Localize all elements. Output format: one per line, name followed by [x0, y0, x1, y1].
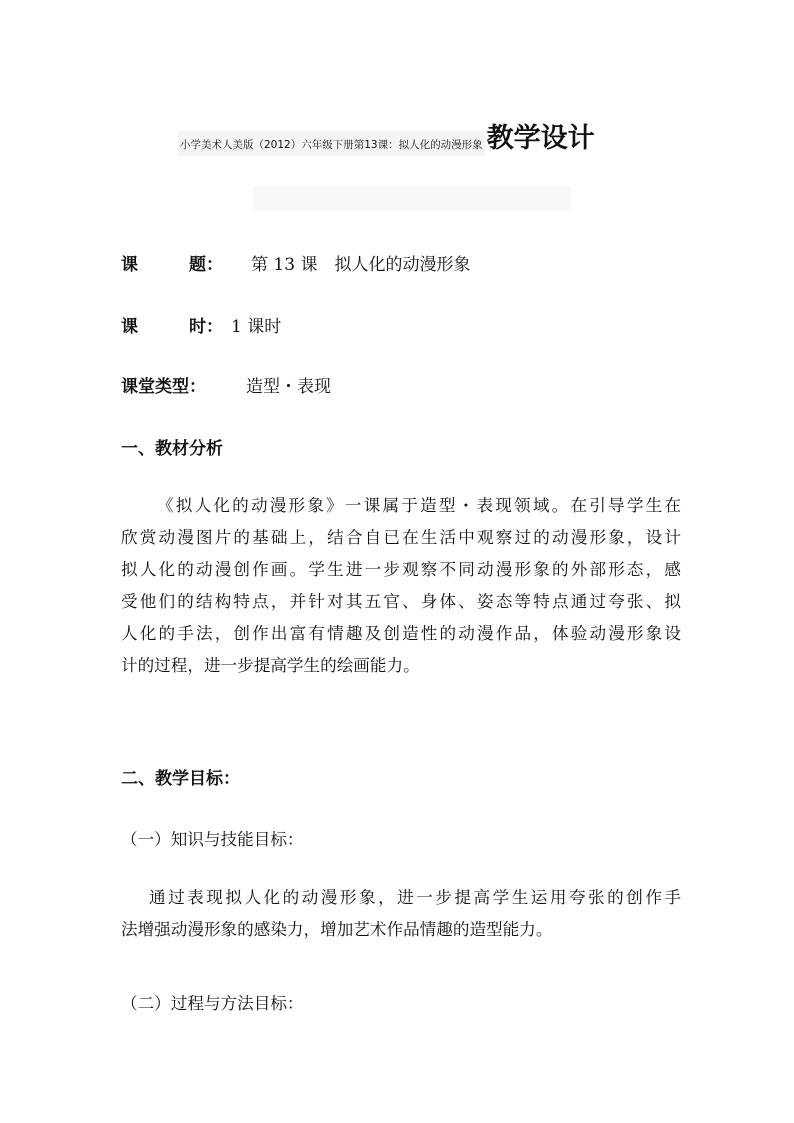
paragraph-line: 受他们的结构特点，并针对其五官、身体、姿态等特点通过夸张、拟 [121, 592, 681, 611]
paragraph-line: 法增强动漫形象的感染力，增加艺术作品情趣的造型能力。 [121, 920, 553, 939]
paragraph-line: 欣赏动漫图片的基础上，结合自已在生活中观察过的动漫形象，设计 [121, 528, 681, 547]
title-course-info: 小学美术人美版（2012）六年级下册第13课：拟人化的动漫形象 [178, 131, 485, 156]
section-heading-analysis: 一、教材分析 [121, 439, 223, 459]
meta-topic-row [121, 250, 470, 275]
title-underline-shade [253, 186, 571, 210]
paragraph-line: 通过表现拟人化的动漫形象，进一步提高学生运用夸张的创作手 [149, 888, 681, 907]
meta-period-row [121, 312, 281, 337]
paragraph-line: 拟人化的动漫创作画。学生进一步观察不同动漫形象的外部形态，感 [121, 560, 681, 579]
meta-type-value: 造型・表现 [246, 377, 331, 397]
subheading-process-method: （二）过程与方法目标： [121, 994, 304, 1013]
paragraph-line: 计的过程，进一步提高学生的绘画能力。 [121, 656, 420, 675]
subheading-knowledge-skills: （一）知识与技能目标： [121, 830, 304, 849]
paragraph-line: 《拟人化的动漫形象》一课属于造型・表现领域。在引导学生在 [157, 496, 681, 515]
meta-period-value: 1 课时 [231, 317, 282, 337]
paragraph-line: 人化的手法，创作出富有情趣及创造性的动漫作品，体验动漫形象设 [121, 624, 681, 643]
meta-period-label: 课 时： [121, 317, 223, 337]
meta-type-label: 课堂类型： [121, 377, 206, 397]
section-heading-objectives: 二、教学目标： [121, 769, 240, 789]
knowledge-paragraph [121, 882, 681, 946]
title-main: 教学设计 [486, 123, 595, 154]
meta-type-row [121, 372, 331, 397]
document-title [178, 118, 595, 156]
meta-topic-value: 第 13 课 拟人化的动漫形象 [251, 255, 471, 275]
meta-topic-label: 课 题： [121, 255, 223, 275]
analysis-paragraph [121, 490, 681, 682]
